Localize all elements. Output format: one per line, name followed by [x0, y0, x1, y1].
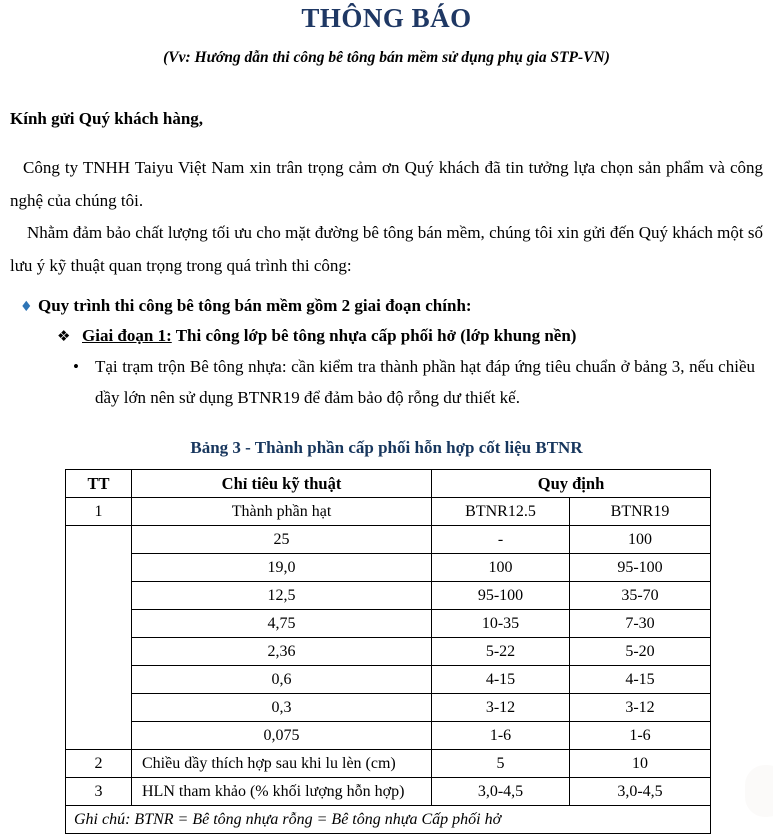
cell-btnr19-value: 3,0-4,5	[570, 778, 711, 806]
cell-tt-3: 3	[66, 778, 132, 806]
table-row-hln	[66, 778, 711, 806]
table-row-sieve	[66, 638, 711, 666]
cell-sieve-size: 19,0	[132, 554, 432, 582]
table-caption: Bảng 3 - Thành phần cấp phối hỗn hợp cốt liệu BTNR	[190, 438, 583, 457]
cell-sieve-size: 0,6	[132, 666, 432, 694]
cell-btnr125-value: 4-15	[432, 666, 570, 694]
table-row-sieve	[66, 666, 711, 694]
dot-bullet-icon: •	[73, 357, 79, 376]
cell-sieve-size: 4,75	[132, 610, 432, 638]
four-diamond-bullet-icon: ❖	[57, 327, 71, 345]
page-subtitle: (Vv: Hướng dẫn thi công bê tông bán mềm sử dụng phụ gia STP-VN)	[163, 49, 610, 66]
paragraph-intro: Công ty TNHH Taiyu Việt Nam xin trân trọng cảm ơn Quý khách đã tin tưởng lựa chọn sản phẩm và công nghệ của chúng tôi.	[10, 158, 763, 210]
cell-hln-criteria: HLN tham khảo (% khối lượng hỗn hợp)	[132, 778, 432, 806]
cell-sieve-size: 0,075	[132, 722, 432, 750]
table-row-sieve	[66, 610, 711, 638]
bullet-level1-text: Quy trình thi công bê tông bán mềm gồm 2 giai đoạn chính:	[38, 296, 472, 315]
cell-btnr19-value: 5-20	[570, 638, 711, 666]
bullet-mixing-plant-note	[10, 351, 763, 413]
header-regulation: Quy định	[432, 470, 711, 498]
table-note-row	[66, 806, 711, 834]
cell-btnr19-value: 3-12	[570, 694, 711, 722]
cell-sieve-size: 25	[132, 526, 432, 554]
cell-btnr125-value: -	[432, 526, 570, 554]
table-header-row	[66, 470, 711, 498]
cell-btnr125-value: 5	[432, 750, 570, 778]
table-subheader-row	[66, 498, 711, 526]
spec-table	[65, 469, 711, 834]
cell-btnr125-header: BTNR12.5	[432, 498, 570, 526]
table-row-sieve	[66, 722, 711, 750]
header-tt: TT	[66, 470, 132, 498]
cell-btnr19-value: 1-6	[570, 722, 711, 750]
phase-1-label: Giai đoạn 1:	[82, 326, 172, 345]
cell-btnr125-value: 1-6	[432, 722, 570, 750]
cell-btnr19-value: 4-15	[570, 666, 711, 694]
corner-artifact	[745, 765, 773, 817]
cell-btnr19-value: 35-70	[570, 582, 711, 610]
cell-btnr125-value: 100	[432, 554, 570, 582]
bullet-phase-1	[10, 321, 763, 351]
table-row-sieve	[66, 554, 711, 582]
cell-sieve-size: 0,3	[132, 694, 432, 722]
cell-thickness-criteria: Chiều dầy thích hợp sau khi lu lèn (cm)	[132, 750, 432, 778]
cell-tt-1: 1	[66, 498, 132, 526]
cell-grain-composition: Thành phần hạt	[132, 498, 432, 526]
cell-sieve-size: 12,5	[132, 582, 432, 610]
table-note: Ghi chú: BTNR = Bê tông nhựa rỗng = Bê tông nhựa Cấp phối hở	[66, 806, 711, 834]
bullet-level3-text: Tại trạm trộn Bê tông nhựa: cần kiểm tra thành phần hạt đáp ứng tiêu chuẩn ở bảng 3, nếu chiều dầy lớn nên sử dụng BTNR19 để đảm bảo độ rỗng dư thiết kế.	[95, 357, 755, 407]
page-title: THÔNG BÁO	[301, 3, 472, 33]
cell-btnr125-value: 3,0-4,5	[432, 778, 570, 806]
cell-sieve-size: 2,36	[132, 638, 432, 666]
cell-tt-merged-empty	[66, 526, 132, 750]
cell-btnr19-value: 7-30	[570, 610, 711, 638]
diamond-bullet-icon: ♦	[20, 299, 33, 315]
table-row-sieve	[66, 582, 711, 610]
cell-btnr125-value: 95-100	[432, 582, 570, 610]
cell-btnr19-value: 95-100	[570, 554, 711, 582]
cell-btnr125-value: 3-12	[432, 694, 570, 722]
bullet-process-overview	[10, 291, 763, 321]
cell-btnr19-header: BTNR19	[570, 498, 711, 526]
cell-btnr19-value: 10	[570, 750, 711, 778]
paragraph-notice: Nhằm đảm bảo chất lượng tối ưu cho mặt đường bê tông bán mềm, chúng tôi xin gửi đến Quý khách một số lưu ý kỹ thuật quan trọng trong quá trình thi công:	[10, 223, 763, 275]
cell-btnr125-value: 5-22	[432, 638, 570, 666]
header-criteria: Chỉ tiêu kỹ thuật	[132, 470, 432, 498]
cell-btnr125-value: 10-35	[432, 610, 570, 638]
table-row-sieve	[66, 526, 711, 554]
greeting-line: Kính gửi Quý khách hàng,	[10, 109, 204, 128]
phase-1-text: Thi công lớp bê tông nhựa cấp phối hở (lớp khung nền)	[171, 326, 577, 345]
table-row-thickness	[66, 750, 711, 778]
table-row-sieve	[66, 694, 711, 722]
cell-btnr19-value: 100	[570, 526, 711, 554]
cell-tt-2: 2	[66, 750, 132, 778]
